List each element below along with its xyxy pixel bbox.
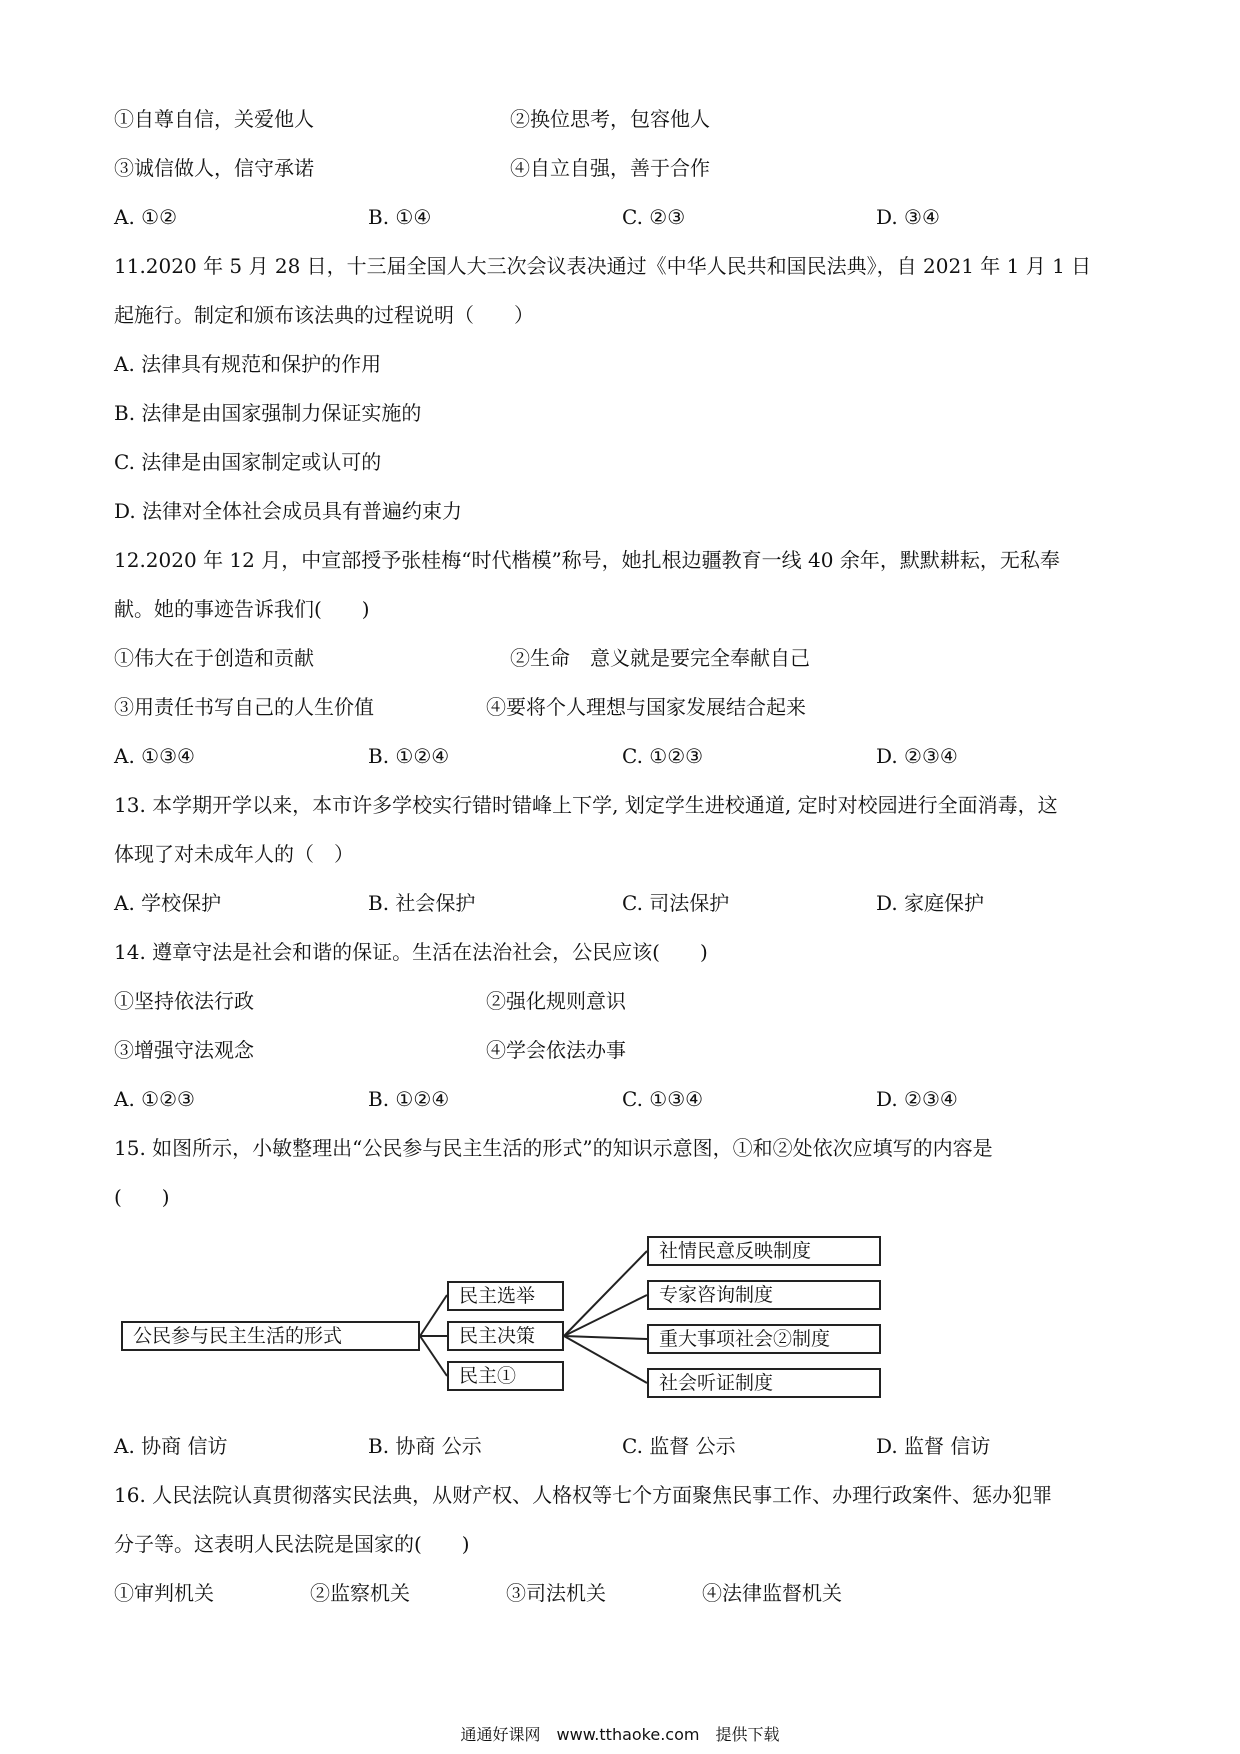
q11-stem-line-2: 起施行。制定和颁布该法典的过程说明（ ） (114, 303, 534, 327)
q14-statement-4: ④学会依法办事 (486, 1038, 626, 1062)
diagram-branch-blank-1: 民主① (447, 1361, 564, 1391)
q12-statement-4: ④要将个人理想与国家发展结合起来 (486, 695, 806, 719)
q12-option-b: B. ①②④ (368, 744, 450, 768)
q14-option-c: C. ①③④ (622, 1087, 704, 1111)
q10-statement-2: ②换位思考，包容他人 (510, 107, 710, 131)
q14-statement-2: ②强化规则意识 (486, 989, 626, 1013)
q12-option-a: A. ①③④ (114, 744, 195, 768)
q14-statement-3: ③增强守法观念 (114, 1038, 254, 1062)
q12-statement-2: ②生命 意义就是要完全奉献自己 (510, 646, 810, 670)
q15-option-d: D. 监督 信访 (876, 1434, 991, 1458)
q14-stem-line-1: 14. 遵章守法是社会和谐的保证。生活在法治社会，公民应该( ) (114, 940, 708, 964)
q10-option-c: C. ②③ (622, 205, 686, 229)
diagram-branch-election: 民主选举 (447, 1281, 564, 1311)
q16-statement-4: ④法律监督机关 (702, 1581, 842, 1605)
q10-statement-4: ④自立自强，善于合作 (510, 156, 710, 180)
q12-stem-line-1: 12.2020 年 12 月，中宣部授予张桂梅“时代楷模”称号，她扎根边疆教育一线 40 余年，默默耕耘，无私奉 (114, 548, 1060, 572)
q13-stem-line-1: 13. 本学期开学以来，本市许多学校实行错时错峰上下学, 划定学生进校通道, 定时对校园进行全面消毒，这 (114, 793, 1058, 817)
page-footer: 通通好课网 www.tthaoke.com 提供下载 (460, 1725, 780, 1744)
q13-option-b: B. 社会保护 (368, 891, 476, 915)
q16-statement-3: ③司法机关 (506, 1581, 606, 1605)
q14-option-b: B. ①②④ (368, 1087, 450, 1111)
q12-statement-1: ①伟大在于创造和贡献 (114, 646, 314, 670)
q15-option-a: A. 协商 信访 (114, 1434, 228, 1458)
q14-option-a: A. ①②③ (114, 1087, 195, 1111)
diagram-leaf-3: 重大事项社会②制度 (647, 1324, 881, 1354)
q10-option-a: A. ①② (114, 205, 178, 229)
q15-option-b: B. 协商 公示 (368, 1434, 482, 1458)
q16-stem-line-1: 16. 人民法院认真贯彻落实民法典，从财产权、人格权等七个方面聚焦民事工作、办理行政案件、惩办犯罪 (114, 1483, 1053, 1507)
q12-statement-3: ③用责任书写自己的人生价值 (114, 695, 374, 719)
q12-option-d: D. ②③④ (876, 744, 958, 768)
q11-stem-line-1: 11.2020 年 5 月 28 日，十三届全国人大三次会议表决通过《中华人民共和国民法典》，自 2021 年 1 月 1 日 (114, 254, 1092, 278)
q10-option-d: D. ③④ (876, 205, 940, 229)
q16-statement-2: ②监察机关 (310, 1581, 410, 1605)
q14-statement-1: ①坚持依法行政 (114, 989, 254, 1013)
q13-stem-line-2: 体现了对未成年人的（ ） (114, 842, 354, 866)
q10-statement-3: ③诚信做人，信守承诺 (114, 156, 314, 180)
diagram-leaf-1: 社情民意反映制度 (647, 1236, 881, 1266)
q11-option-c: C. 法律是由国家制定或认可的 (114, 450, 382, 474)
q15-stem-line-2: ( ) (114, 1185, 170, 1209)
q16-stem-line-2: 分子等。这表明人民法院是国家的( ) (114, 1532, 470, 1556)
q15-option-c: C. 监督 公示 (622, 1434, 736, 1458)
q11-option-d: D. 法律对全体社会成员具有普遍约束力 (114, 499, 463, 523)
q15-stem-line-1: 15. 如图所示，小敏整理出“公民参与民主生活的形式”的知识示意图，①和②处依次应填写的内容是 (114, 1136, 993, 1160)
q14-option-d: D. ②③④ (876, 1087, 958, 1111)
q13-option-a: A. 学校保护 (114, 891, 222, 915)
q13-option-c: C. 司法保护 (622, 891, 730, 915)
q10-statement-1: ①自尊自信，关爱他人 (114, 107, 314, 131)
diagram-leaf-2: 专家咨询制度 (647, 1280, 881, 1310)
diagram-branch-decision: 民主决策 (447, 1321, 564, 1351)
q10-option-b: B. ①④ (368, 205, 432, 229)
diagram-leaf-4: 社会听证制度 (647, 1368, 881, 1398)
q12-option-c: C. ①②③ (622, 744, 704, 768)
q16-statement-1: ①审判机关 (114, 1581, 214, 1605)
q12-stem-line-2: 献。她的事迹告诉我们( ) (114, 597, 370, 621)
q11-option-a: A. 法律具有规范和保护的作用 (114, 352, 382, 376)
q13-option-d: D. 家庭保护 (876, 891, 985, 915)
q11-option-b: B. 法律是由国家强制力保证实施的 (114, 401, 422, 425)
diagram-root-box: 公民参与民主生活的形式 (121, 1321, 420, 1351)
